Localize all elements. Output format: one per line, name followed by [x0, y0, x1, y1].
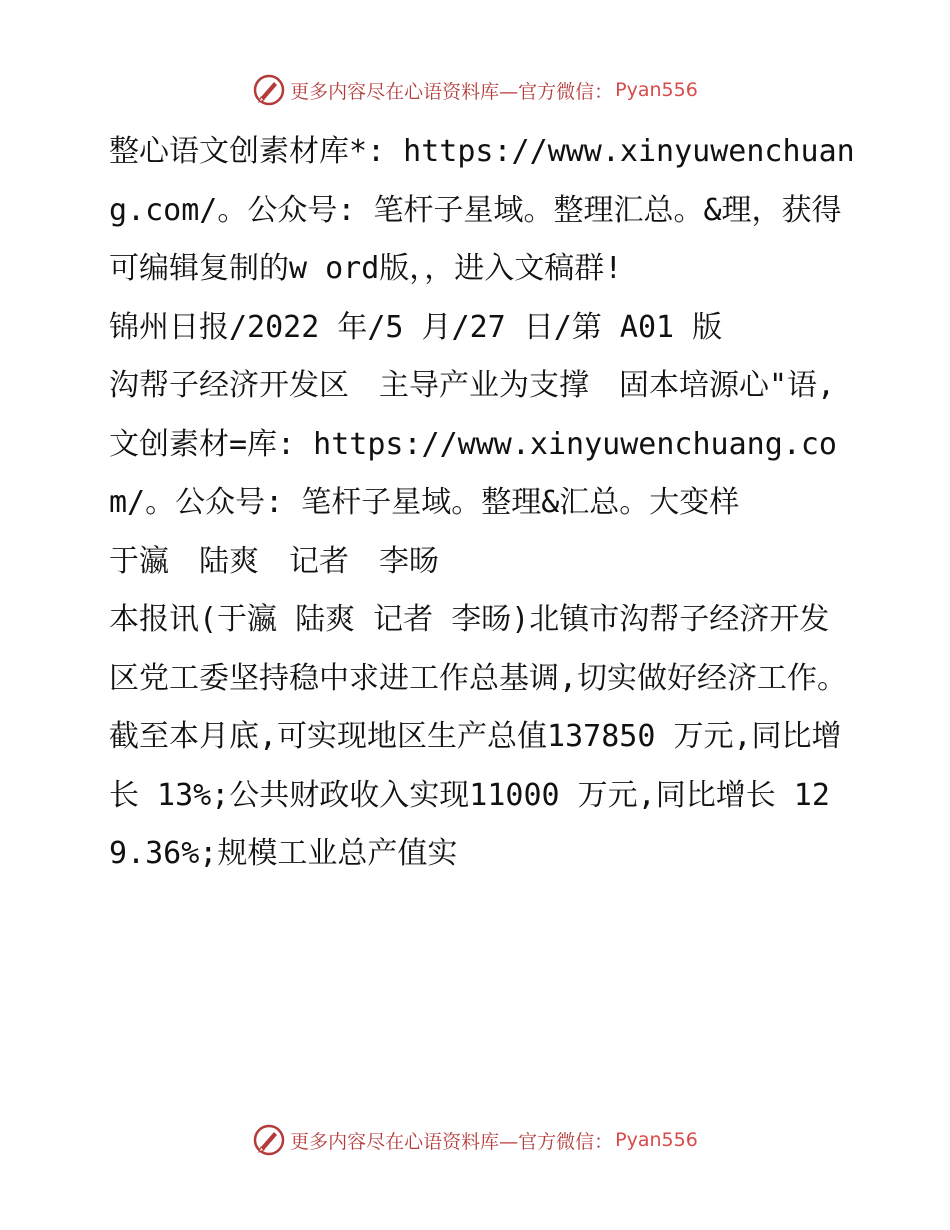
footer-brand-text: 更多内容尽在心语资料库—官方微信： — [290, 1130, 614, 1153]
page-header-watermark — [0, 70, 950, 110]
paragraph-publication-line: 锦州日报/2022 年/5 月/27 日/第 A01 版 — [109, 309, 723, 345]
pen-logo-icon — [252, 1123, 286, 1157]
footer-brand-id: Pyan556 — [615, 1129, 698, 1151]
document-body — [97, 123, 857, 884]
paragraph-byline: 于瀛 陆爽 记者 李旸 — [109, 543, 439, 579]
paragraph-source-note: 整心语文创素材库*: https://www.xinyuwenchuang.com/。公众号: 笔杆子星域。整理汇总。&理，获得可编辑复制的w ord版，，进入文稿群! — [109, 134, 855, 286]
paragraph-article-body: 本报讯(于瀛 陆爽 记者 李旸)北镇市沟帮子经济开发区党工委坚持稳中求进工作总基调,切实做好经济工作。 截至本月底,可实现地区生产总值137850 万元,同比增长 13%;公共财政收入实现11000 万元,同比增长 129.36%;规模工业总产值实 — [109, 602, 848, 871]
page-footer-watermark — [0, 1120, 950, 1160]
paragraph-headline: 沟帮子经济开发区 主导产业为支撑 固本培源心"语,文创素材=库: https://www.xinyuwenchuang.com/。公众号: 笔杆子星域。整理&汇总。大变样 — [109, 368, 837, 520]
header-brand-text: 更多内容尽在心语资料库—官方微信： — [290, 80, 614, 103]
pen-logo-icon — [252, 73, 286, 107]
header-brand-id: Pyan556 — [615, 79, 698, 101]
